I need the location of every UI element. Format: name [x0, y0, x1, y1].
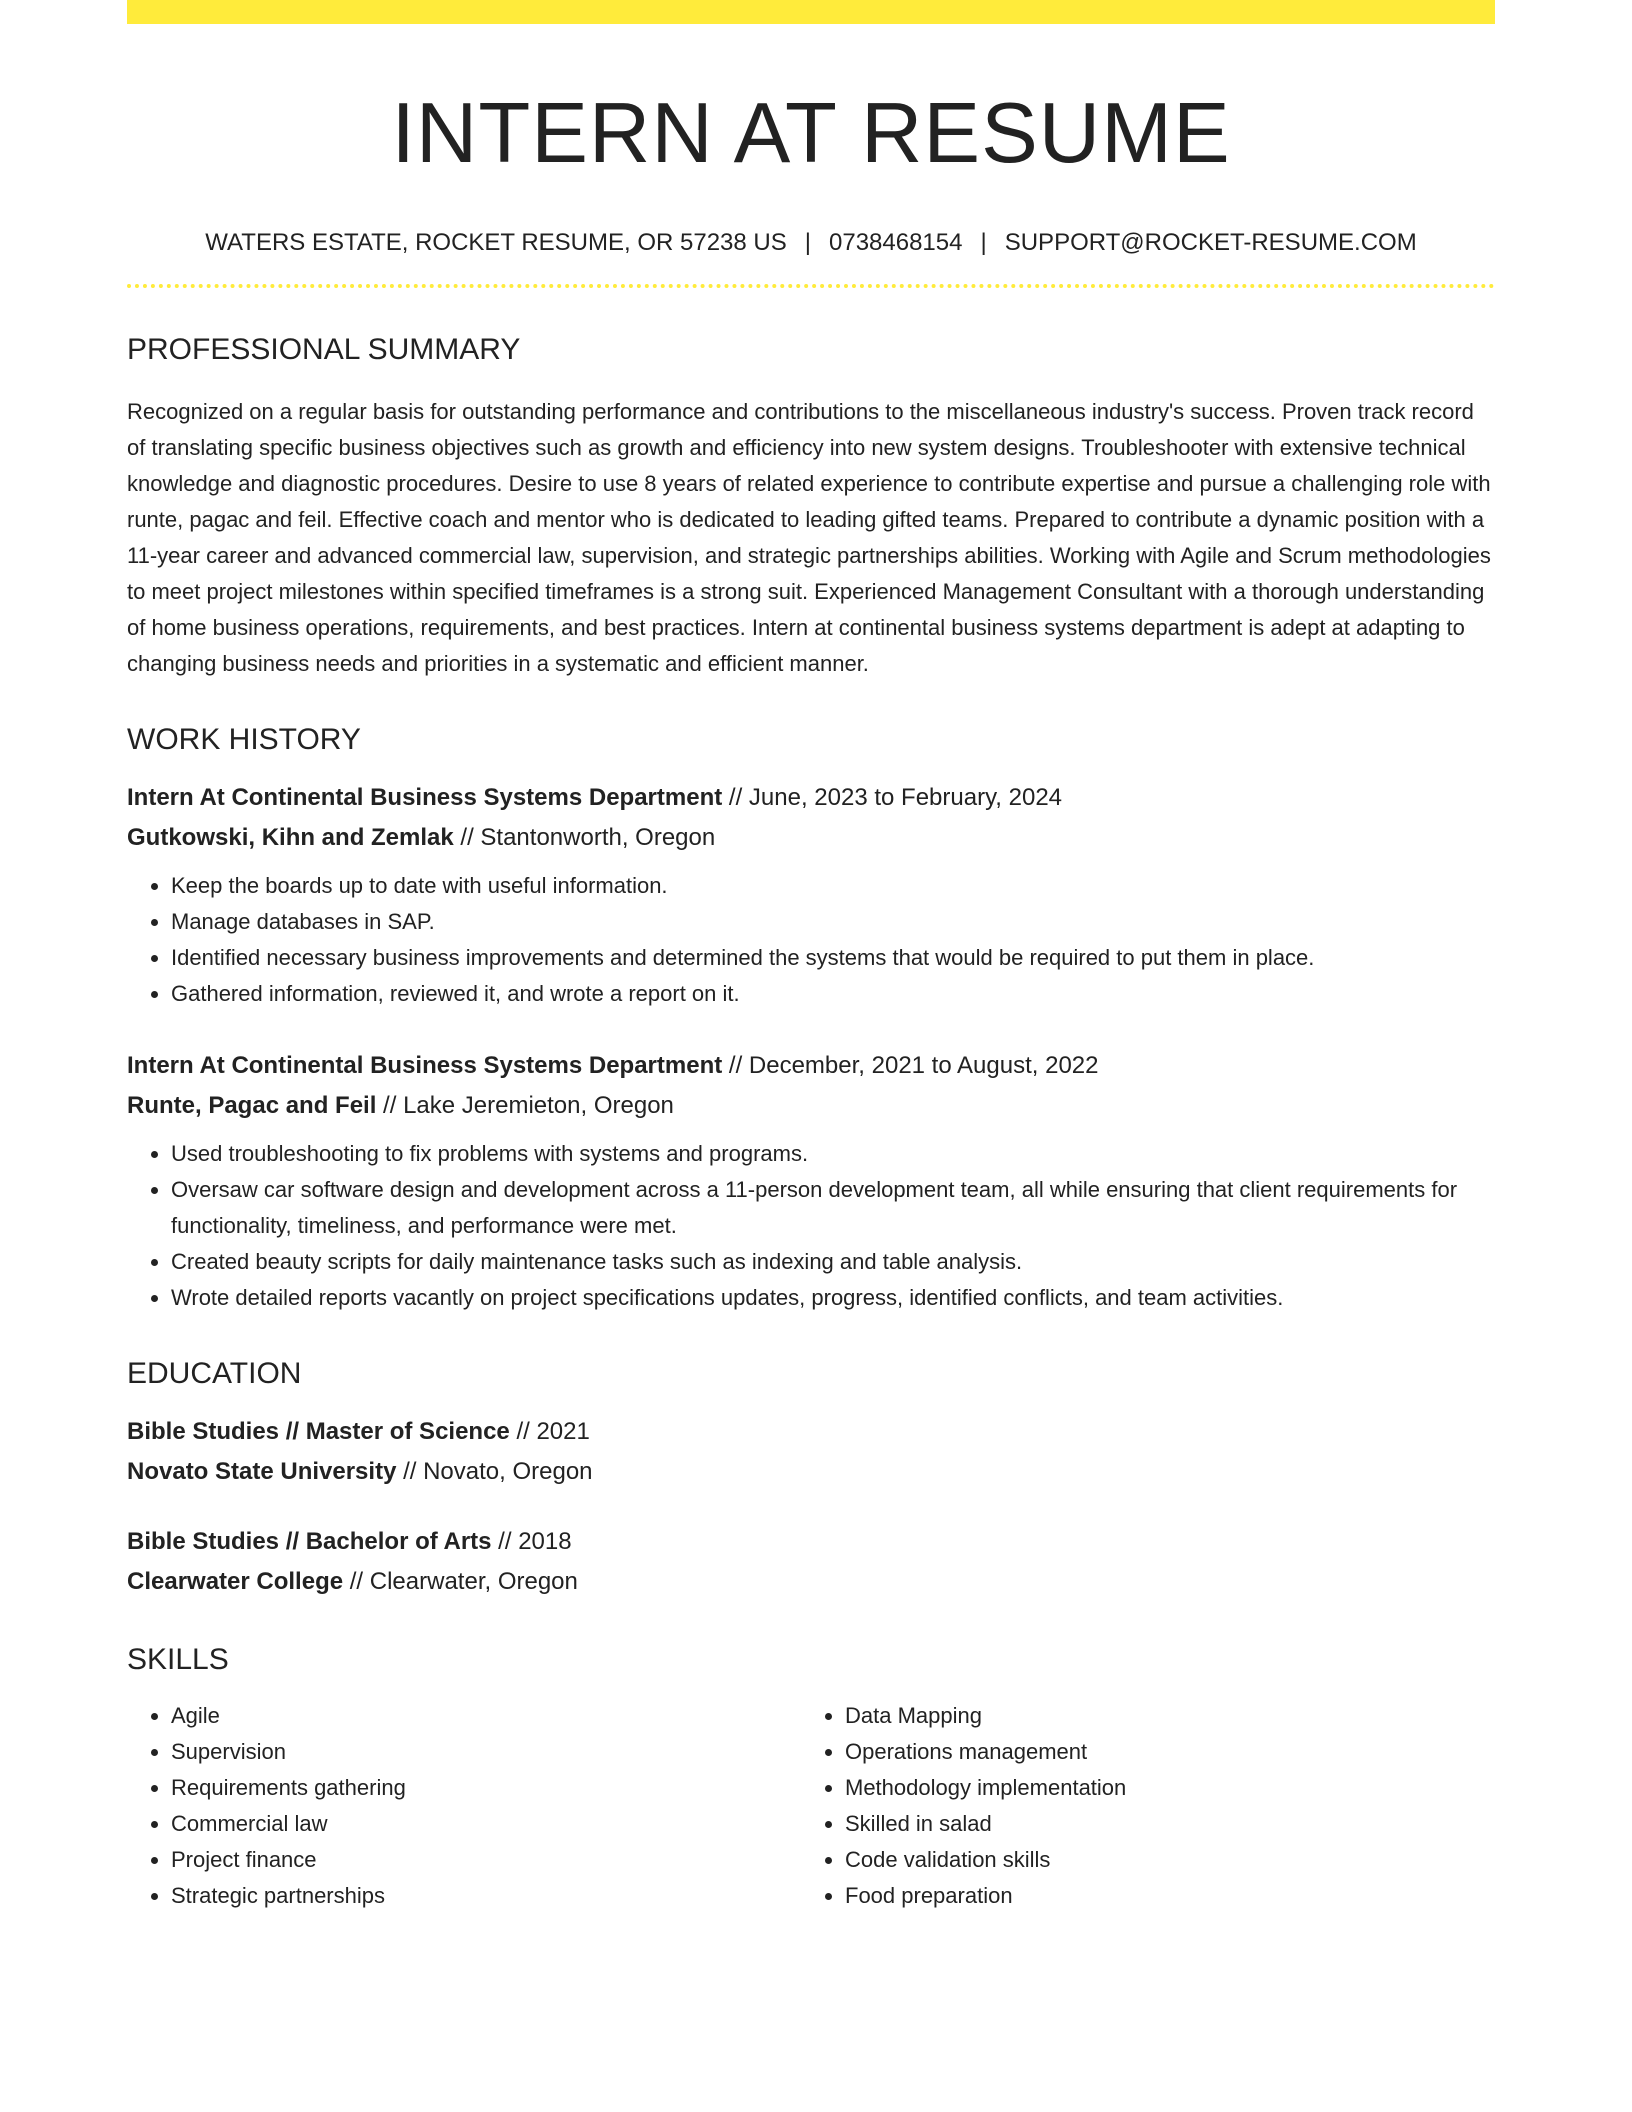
job-role: Intern At Continental Business Systems Department: [127, 784, 723, 811]
job-title-line: [127, 778, 1495, 818]
job-bullet: • Manage databases in SAP.: [171, 904, 1495, 940]
education-year: // 2018: [491, 1528, 572, 1555]
skills-list-right: [801, 1698, 1475, 1914]
job-bullet: • Used troubleshooting to fix problems with systems and programs.: [171, 1136, 1495, 1172]
job-bullet: • Gathered information, reviewed it, and wrote a report on it.: [171, 976, 1495, 1012]
education-degree: Bible Studies // Bachelor of Arts: [127, 1528, 492, 1555]
education-degree-line: [127, 1522, 1495, 1562]
skill-item: • Agile: [171, 1698, 801, 1734]
education-degree-line: [127, 1412, 1495, 1452]
job-bullet: • Keep the boards up to date with useful information.: [171, 868, 1495, 904]
education-school: Clearwater College: [127, 1568, 344, 1595]
candidate-name: INTERN AT RESUME: [391, 86, 1231, 181]
header-divider: [127, 284, 1495, 288]
job-location: // Lake Jeremieton, Oregon: [376, 1092, 674, 1119]
education-school-line: [127, 1562, 1495, 1602]
job-dates: // June, 2023 to February, 2024: [722, 784, 1063, 811]
job-bullets: [127, 1136, 1495, 1316]
job-company: Runte, Pagac and Feil: [127, 1092, 377, 1119]
education-school: Novato State University: [127, 1458, 397, 1485]
section-title-skills: SKILLS: [127, 1643, 229, 1676]
skill-item: • Data Mapping: [845, 1698, 1475, 1734]
skill-item: • Operations management: [845, 1734, 1475, 1770]
skill-item: • Requirements gathering: [171, 1770, 801, 1806]
job-role: Intern At Continental Business Systems Department: [127, 1052, 723, 1079]
job-company: Gutkowski, Kihn and Zemlak: [127, 824, 454, 851]
contact-line: [127, 228, 1495, 258]
education-year: // 2021: [509, 1418, 590, 1445]
education-school-line: [127, 1452, 1495, 1492]
contact-separator: |: [980, 229, 987, 256]
skill-item: • Commercial law: [171, 1806, 801, 1842]
section-title-education: EDUCATION: [127, 1357, 302, 1390]
job-bullet: • Identified necessary business improvements and determined the systems that would be required to put them in place.: [171, 940, 1495, 976]
contact-phone: 0738468154: [829, 229, 963, 256]
section-title-work-history: WORK HISTORY: [127, 723, 361, 756]
section-title-summary: PROFESSIONAL SUMMARY: [127, 333, 521, 366]
education-entry: [127, 1412, 1495, 1492]
contact-address: WATERS ESTATE, ROCKET RESUME, OR 57238 US: [205, 229, 787, 256]
top-accent-bar: [127, 0, 1495, 24]
summary-text: Recognized on a regular basis for outstanding performance and contributions to the miscellaneous industry's success. Proven track record of translating specific business objectives such as growth and efficiency into new system designs. Troubleshooter with extensive technical knowledge and diagnostic procedures. Desire to use 8 years of related experience to contribute expertise and pursue a challenging role with runte, pagac and feil. Effective coach and mentor who is dedicated to leading gifted teams. Prepared to contribute a dynamic position with a 11-year career and advanced commercial law, supervision, and strategic partnerships abilities. Working with Agile and Scrum methodologies to meet project milestones within specified timeframes is a strong suit. Experienced Management Consultant with a thorough understanding of home business operations, requirements, and best practices. Intern at continental business systems department is adept at adapting to changing business needs and priorities in a systematic and efficient manner.: [127, 399, 1491, 676]
job-entry: [127, 1046, 1495, 1316]
skill-item: • Methodology implementation: [845, 1770, 1475, 1806]
job-location: // Stantonworth, Oregon: [453, 824, 716, 851]
job-company-line: [127, 1086, 1495, 1126]
job-bullets: [127, 868, 1495, 1012]
skills-columns: [127, 1698, 1495, 1914]
contact-email: SUPPORT@ROCKET-RESUME.COM: [1004, 229, 1417, 256]
skill-item: • Skilled in salad: [845, 1806, 1475, 1842]
skill-item: • Supervision: [171, 1734, 801, 1770]
skill-item: • Code validation skills: [845, 1842, 1475, 1878]
job-dates: // December, 2021 to August, 2022: [722, 1052, 1099, 1079]
job-bullet: • Oversaw car software design and development across a 11-person development team, all while ensuring that client requirements for functionality, timeliness, and performance were met.: [171, 1172, 1495, 1244]
education-entry: [127, 1522, 1495, 1602]
job-company-line: [127, 818, 1495, 858]
resume-page: [127, 0, 1495, 1914]
skills-list-left: [127, 1698, 801, 1914]
education-location: // Clearwater, Oregon: [343, 1568, 578, 1595]
skill-item: • Food preparation: [845, 1878, 1475, 1914]
education-location: // Novato, Oregon: [396, 1458, 593, 1485]
education-degree: Bible Studies // Master of Science: [127, 1418, 510, 1445]
job-bullet: • Wrote detailed reports vacantly on project specifications updates, progress, identified conflicts, and team activities.: [171, 1280, 1495, 1316]
job-entry: [127, 778, 1495, 1012]
contact-separator: |: [804, 229, 811, 256]
job-bullet: • Created beauty scripts for daily maintenance tasks such as indexing and table analysis.: [171, 1244, 1495, 1280]
skill-item: • Project finance: [171, 1842, 801, 1878]
skill-item: • Strategic partnerships: [171, 1878, 801, 1914]
job-title-line: [127, 1046, 1495, 1086]
